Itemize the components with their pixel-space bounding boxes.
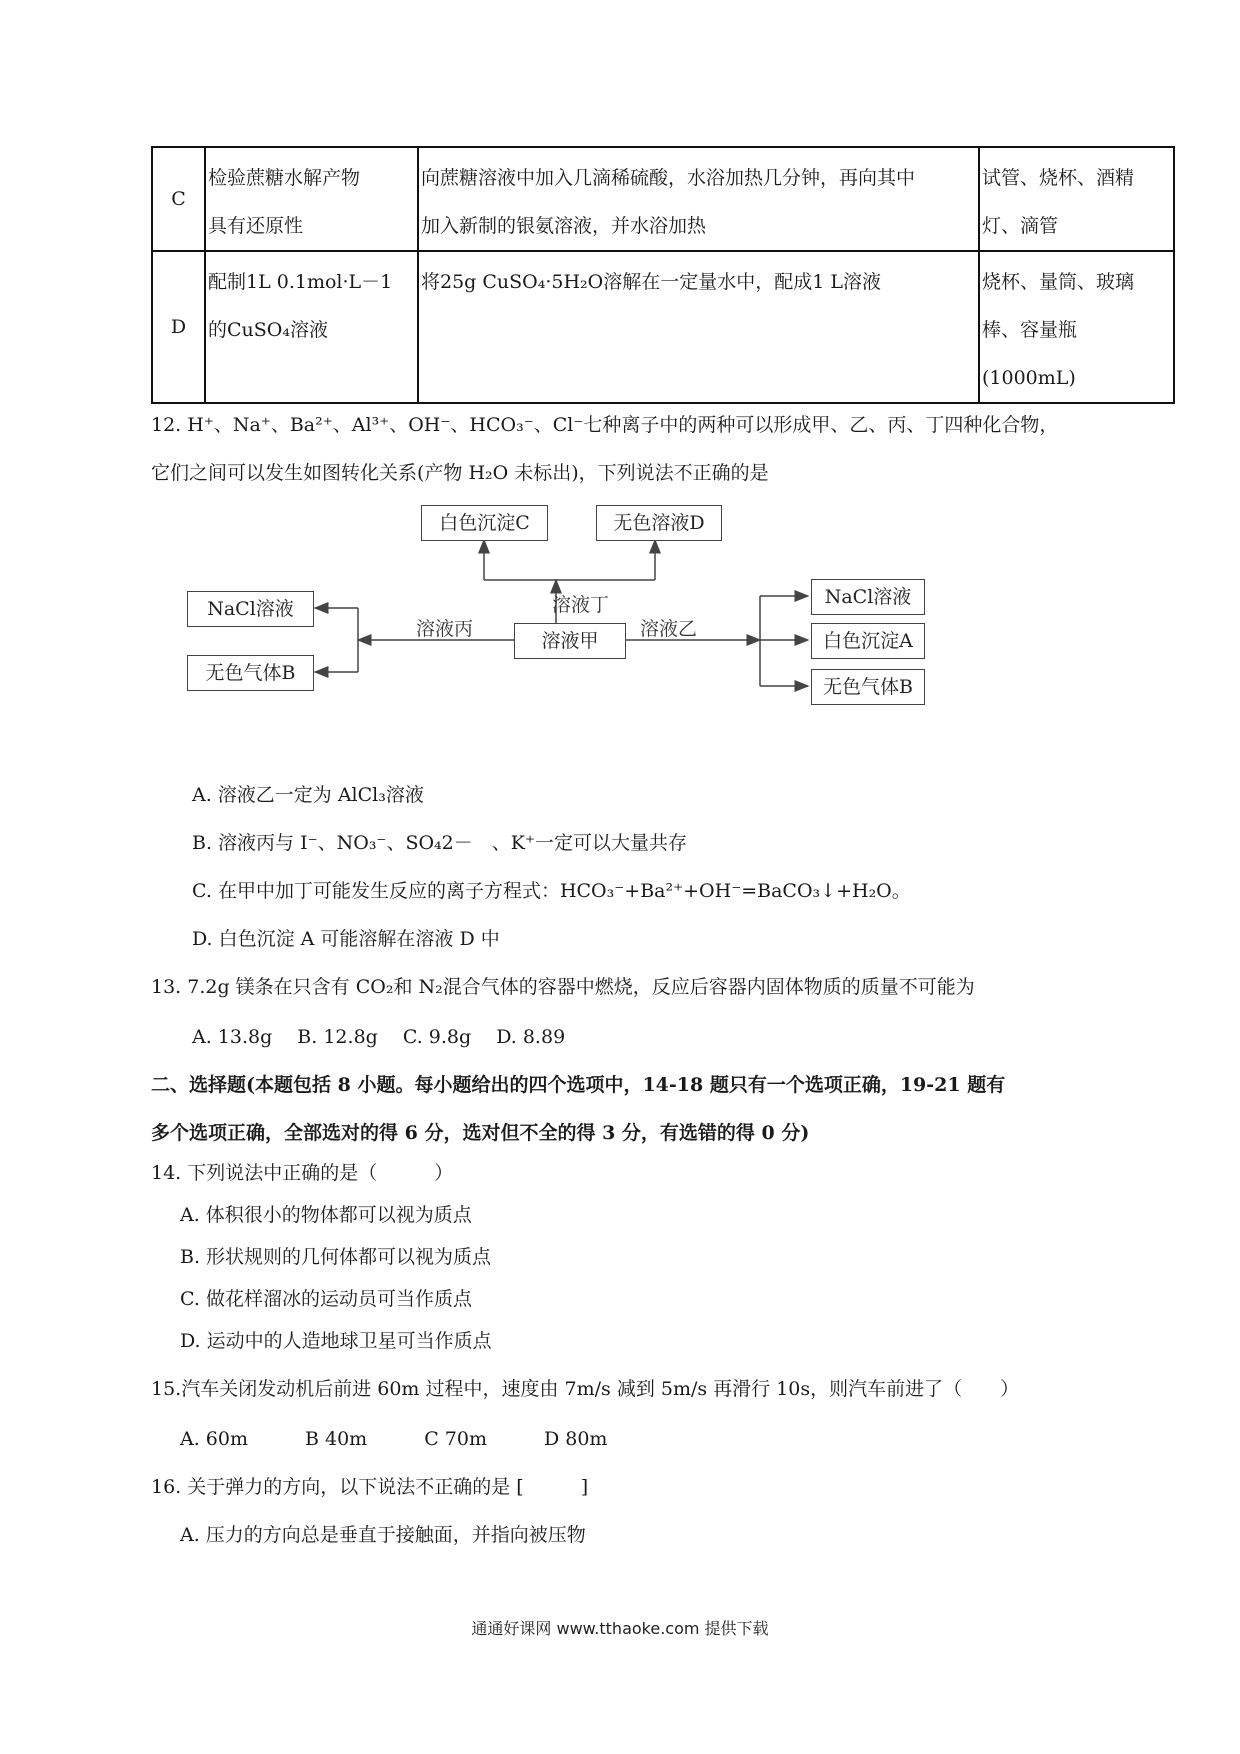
cell-line: 向蔗糖溶液中加入几滴稀硫酸，水浴加热几分钟，再向其中 <box>421 167 916 189</box>
diagram-arrows <box>0 0 1240 720</box>
nacl-solution-right-box: NaCl溶液 <box>811 579 925 615</box>
cell-line: 的CuSO₄溶液 <box>208 319 328 341</box>
solution-yi-label: 溶液乙 <box>640 618 698 640</box>
cell-line: 试管、烧杯、酒精 <box>982 167 1135 189</box>
solution-jia-box: 溶液甲 <box>514 623 626 659</box>
q15-options: A. 60m B 40m C 70m D 80m <box>180 1428 608 1450</box>
option-cell: D <box>152 251 205 403</box>
white-precipitate-a-box: 白色沉淀A <box>811 623 925 659</box>
section2-heading-line2: 多个选项正确，全部选对的得 6 分，选对但不全的得 3 分，有选错的得 0 分) <box>151 1122 810 1144</box>
cell-line: 检验蔗糖水解产物 <box>208 167 361 189</box>
solution-bing-label: 溶液丙 <box>416 618 474 640</box>
cell-line: 灯、滴管 <box>982 215 1059 237</box>
q12-option-b: B. 溶液丙与 I⁻、NO₃⁻、SO₄2－ 、K⁺一定可以大量共存 <box>192 832 687 854</box>
q14-option-d: D. 运动中的人造地球卫星可当作质点 <box>180 1330 492 1352</box>
q12-stem-line2: 它们之间可以发生如图转化关系(产物 H₂O 未标出)，下列说法不正确的是 <box>151 462 769 484</box>
cell-line: 将25g CuSO₄·5H₂O溶解在一定量水中，配成1 L溶液 <box>421 271 881 293</box>
q14-option-b: B. 形状规则的几何体都可以视为质点 <box>180 1246 492 1268</box>
cell-line: 烧杯、量筒、玻璃 <box>982 271 1135 293</box>
nacl-solution-left-box: NaCl溶液 <box>187 591 314 627</box>
cell-line: 具有还原性 <box>208 215 304 237</box>
q12-option-a: A. 溶液乙一定为 AlCl₃溶液 <box>192 784 424 806</box>
cell-line: 配制1L 0.1mol·L－1 <box>208 271 393 293</box>
q12-option-c: C. 在甲中加丁可能发生反应的离子方程式：HCO₃⁻+Ba²⁺+OH⁻=BaCO₃↓+H₂O。 <box>192 880 911 902</box>
q14-option-c: C. 做花样溜冰的运动员可当作质点 <box>180 1288 472 1310</box>
q12-stem-line1: 12. H⁺、Na⁺、Ba²⁺、Al³⁺、OH⁻、HCO₃⁻、Cl⁻七种离子中的两种可以形成甲、乙、丙、丁四种化合物， <box>151 414 1059 436</box>
q12-option-d: D. 白色沉淀 A 可能溶解在溶液 D 中 <box>192 928 500 950</box>
cell-line: 加入新制的银氨溶液，并水浴加热 <box>421 215 707 237</box>
white-precipitate-c-box: 白色沉淀C <box>421 505 548 541</box>
colorless-solution-d-box: 无色溶液D <box>596 505 722 541</box>
q14-stem: 14. 下列说法中正确的是（ ） <box>151 1162 454 1184</box>
colorless-gas-b-right-box: 无色气体B <box>811 669 925 705</box>
q16-stem: 16. 关于弹力的方向，以下说法不正确的是 [ ] <box>151 1476 589 1498</box>
q15-stem: 15.汽车关闭发动机后前进 60m 过程中，速度由 7m/s 减到 5m/s 再滑行 10s，则汽车前进了（ ） <box>151 1378 1020 1400</box>
q16-option-a: A. 压力的方向总是垂直于接触面，并指向被压物 <box>180 1524 586 1546</box>
solution-ding-label: 溶液丁 <box>552 594 610 616</box>
option-cell: C <box>152 147 205 251</box>
q13-stem: 13. 7.2g 镁条在只含有 CO₂和 N₂混合气体的容器中燃烧，反应后容器内固体物质的质量不可能为 <box>151 976 975 998</box>
q13-options: A. 13.8g B. 12.8g C. 9.8g D. 8.89 <box>192 1026 566 1048</box>
cell-line: (1000mL) <box>982 367 1076 389</box>
page-footer: 通通好课网 www.tthaoke.com 提供下载 <box>471 1619 769 1638</box>
q14-option-a: A. 体积很小的物体都可以视为质点 <box>180 1204 472 1226</box>
section2-heading-line1: 二、选择题(本题包括 8 小题。每小题给出的四个选项中，14-18 题只有一个选项正确，19-21 题有 <box>151 1074 1006 1096</box>
colorless-gas-b-left-box: 无色气体B <box>187 655 314 691</box>
cell-line: 棒、容量瓶 <box>982 319 1078 341</box>
